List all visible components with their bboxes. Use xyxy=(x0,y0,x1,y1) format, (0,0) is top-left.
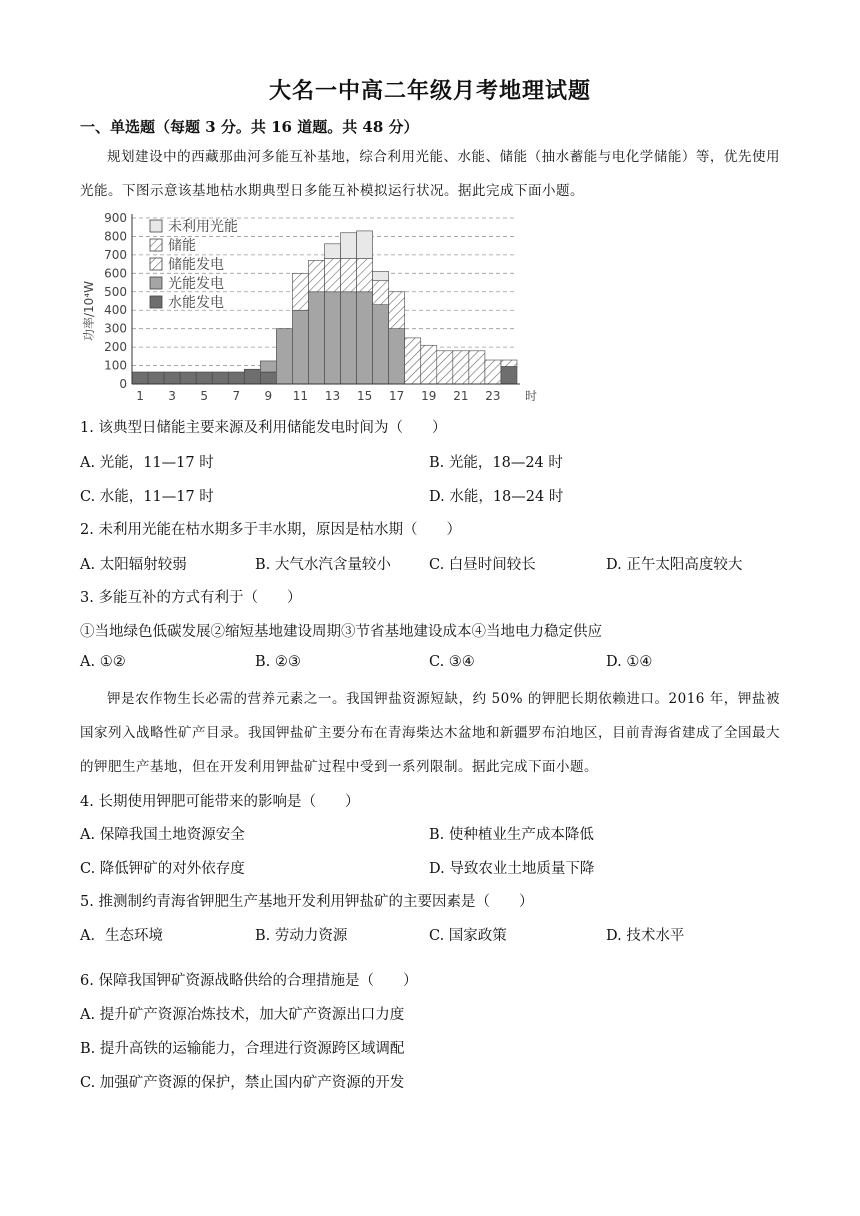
q6-option-a[interactable]: A. 提升矿产资源冶炼技术，加大矿产资源出口力度 xyxy=(80,1007,405,1023)
bar-segment xyxy=(485,360,501,384)
q3-stem: 3. 多能互补的方式有利于（ ） xyxy=(80,590,302,606)
x-tick-label: 11 xyxy=(292,389,309,403)
q5-stem: 5. 推测制约青海省钾肥生产基地开发利用钾盐矿的主要因素是（ ） xyxy=(80,894,534,910)
y-tick-label: 700 xyxy=(104,247,127,262)
bar-segment xyxy=(405,338,421,384)
bar-segment xyxy=(453,351,469,384)
passage-1: 规划建设中的西藏那曲河多能互补基地，综合利用光能、水能、储能（抽水蓄能与电化学储能）等，优先使用光能。下图示意该基地枯水期典型日多能互补模拟运行状况。据此完成下面小题。 xyxy=(80,149,780,199)
q2-option-b[interactable]: B. 大气水汽含量较小 xyxy=(255,557,391,573)
q4-stem: 4. 长期使用钾肥可能带来的影响是（ ） xyxy=(80,794,360,810)
q1-option-c[interactable]: C. 水能，11—17 时 xyxy=(80,489,214,505)
bar-segment xyxy=(501,360,517,366)
bar-segment xyxy=(292,273,308,310)
bar-segment xyxy=(437,351,453,384)
q2-option-d[interactable]: D. 正午太阳高度较大 xyxy=(606,557,743,573)
x-tick-label: 23 xyxy=(485,389,501,403)
legend-swatch xyxy=(150,296,162,308)
y-tick-label: 500 xyxy=(104,284,127,299)
bar-segment xyxy=(373,281,389,305)
bar-segment xyxy=(148,372,164,384)
x-tick-label: 5 xyxy=(200,389,209,403)
x-tick-label: 15 xyxy=(356,389,373,403)
x-tick-label: 1 xyxy=(136,389,144,403)
y-axis-label: 功率/10⁴W xyxy=(82,281,96,341)
legend-swatch xyxy=(150,277,162,289)
bar-segment xyxy=(325,259,341,292)
y-tick-label: 900 xyxy=(104,211,127,225)
bar-segment xyxy=(373,271,389,280)
q6-stem: 6. 保障我国钾矿资源战略供给的合理措施是（ ） xyxy=(80,973,418,989)
q3-option-b[interactable]: B. ②③ xyxy=(255,654,301,670)
q3-option-c[interactable]: C. ③④ xyxy=(429,654,475,670)
q3-option-d[interactable]: D. ①④ xyxy=(606,654,653,670)
bar-segment xyxy=(501,366,517,384)
q5-option-a[interactable]: A．生态环境 xyxy=(80,928,163,944)
q1-option-b[interactable]: B. 光能，18—24 时 xyxy=(429,455,563,471)
bar-segment xyxy=(308,260,324,291)
q3-option-a[interactable]: A. ①② xyxy=(80,654,126,670)
bar-segment xyxy=(389,329,405,384)
legend-swatch xyxy=(150,239,162,251)
bar-segment xyxy=(260,372,276,384)
passage-2: 钾是农作物生长必需的营养元素之一。我国钾盐资源短缺，约 50% 的钾肥长期依赖进口。2016 年，钾盐被国家列入战略性矿产目录。我国钾盐矿主要分布在青海柴达木盆地和新疆罗布泊地区，目前青海省建成了全国最大的钾肥生产基地，但在开发利用钾盐矿过程中受到一系列限制。据此完成下面小题。 xyxy=(80,691,780,775)
exam-title: 大名一中高二年级月考地理试题 xyxy=(268,78,591,104)
x-tick-label: 17 xyxy=(389,389,405,403)
bar-segment xyxy=(132,372,148,384)
bar-segment xyxy=(325,244,341,259)
bar-segment xyxy=(292,310,308,384)
bar-segment xyxy=(276,329,292,384)
bar-segment xyxy=(421,345,437,384)
legend-swatch xyxy=(150,220,162,232)
bar-segment xyxy=(357,231,373,259)
q2-stem: 2. 未利用光能在枯水期多于丰水期，原因是枯水期（ ） xyxy=(80,522,461,538)
q4-option-d[interactable]: D. 导致农业土地质量下降 xyxy=(429,861,595,877)
legend-label: 光能发电 xyxy=(168,276,224,292)
q5-option-b[interactable]: B. 劳动力资源 xyxy=(255,928,348,944)
y-tick-label: 300 xyxy=(104,321,127,336)
q1-stem: 1. 该典型日储能主要来源及利用储能发电时间为（ ） xyxy=(80,420,447,436)
bar-segment xyxy=(357,259,373,292)
bar-segment xyxy=(341,233,357,259)
y-tick-label: 0 xyxy=(119,377,127,391)
y-tick-label: 100 xyxy=(104,358,127,373)
x-tick-label: 19 xyxy=(421,389,437,403)
bar-segment xyxy=(212,372,228,384)
y-tick-label: 800 xyxy=(104,229,127,244)
bar-segment xyxy=(373,305,389,384)
q5-option-c[interactable]: C. 国家政策 xyxy=(429,928,507,944)
x-tick-label: 3 xyxy=(168,389,176,403)
legend-label: 储能 xyxy=(168,238,196,254)
legend-label: 储能发电 xyxy=(168,257,224,273)
section-heading: 一、单选题（每题 3 分。共 16 道题。共 48 分） xyxy=(80,118,419,136)
q2-option-a[interactable]: A. 太阳辐射较弱 xyxy=(80,557,187,573)
bar-segment xyxy=(469,351,485,384)
bar-segment xyxy=(308,292,324,384)
q1-option-d[interactable]: D. 水能，18—24 时 xyxy=(429,489,564,505)
x-tick-label: 9 xyxy=(264,389,273,403)
bar-segment xyxy=(341,259,357,292)
bar-segment xyxy=(180,372,196,384)
power-chart xyxy=(80,206,540,406)
legend-swatch xyxy=(150,258,162,270)
bar-segment xyxy=(228,372,244,384)
x-axis-label: 时 xyxy=(525,389,538,403)
q3-items: ①当地绿色低碳发展②缩短基地建设周期③节省基地建设成本④当地电力稳定供应 xyxy=(80,624,602,640)
q6-option-c[interactable]: C. 加强矿产资源的保护，禁止国内矿产资源的开发 xyxy=(80,1075,405,1091)
y-tick-label: 600 xyxy=(104,266,127,281)
q1-option-a[interactable]: A. 光能，11—17 时 xyxy=(80,455,214,471)
y-tick-label: 200 xyxy=(104,340,127,355)
q2-option-c[interactable]: C. 白昼时间较长 xyxy=(429,557,536,573)
q4-option-a[interactable]: A. 保障我国土地资源安全 xyxy=(80,827,245,843)
bar-segment xyxy=(244,369,260,384)
q5-option-d[interactable]: D. 技术水平 xyxy=(606,928,685,944)
q4-option-c[interactable]: C. 降低钾矿的对外依存度 xyxy=(80,861,245,877)
x-tick-label: 7 xyxy=(232,389,241,403)
y-tick-label: 400 xyxy=(104,303,127,318)
bar-segment xyxy=(164,372,180,384)
bar-segment xyxy=(341,292,357,384)
bar-segment xyxy=(325,292,341,384)
q6-option-b[interactable]: B. 提升高铁的运输能力，合理进行资源跨区域调配 xyxy=(80,1041,405,1057)
q4-option-b[interactable]: B. 使种植业生产成本降低 xyxy=(429,827,594,843)
legend-label: 水能发电 xyxy=(168,295,224,311)
x-tick-label: 21 xyxy=(453,389,469,403)
bar-segment xyxy=(357,292,373,384)
bar-segment xyxy=(196,372,212,384)
x-tick-label: 13 xyxy=(324,389,341,403)
bar-segment xyxy=(260,361,276,372)
legend-label: 未利用光能 xyxy=(168,219,238,235)
bar-segment xyxy=(389,292,405,329)
